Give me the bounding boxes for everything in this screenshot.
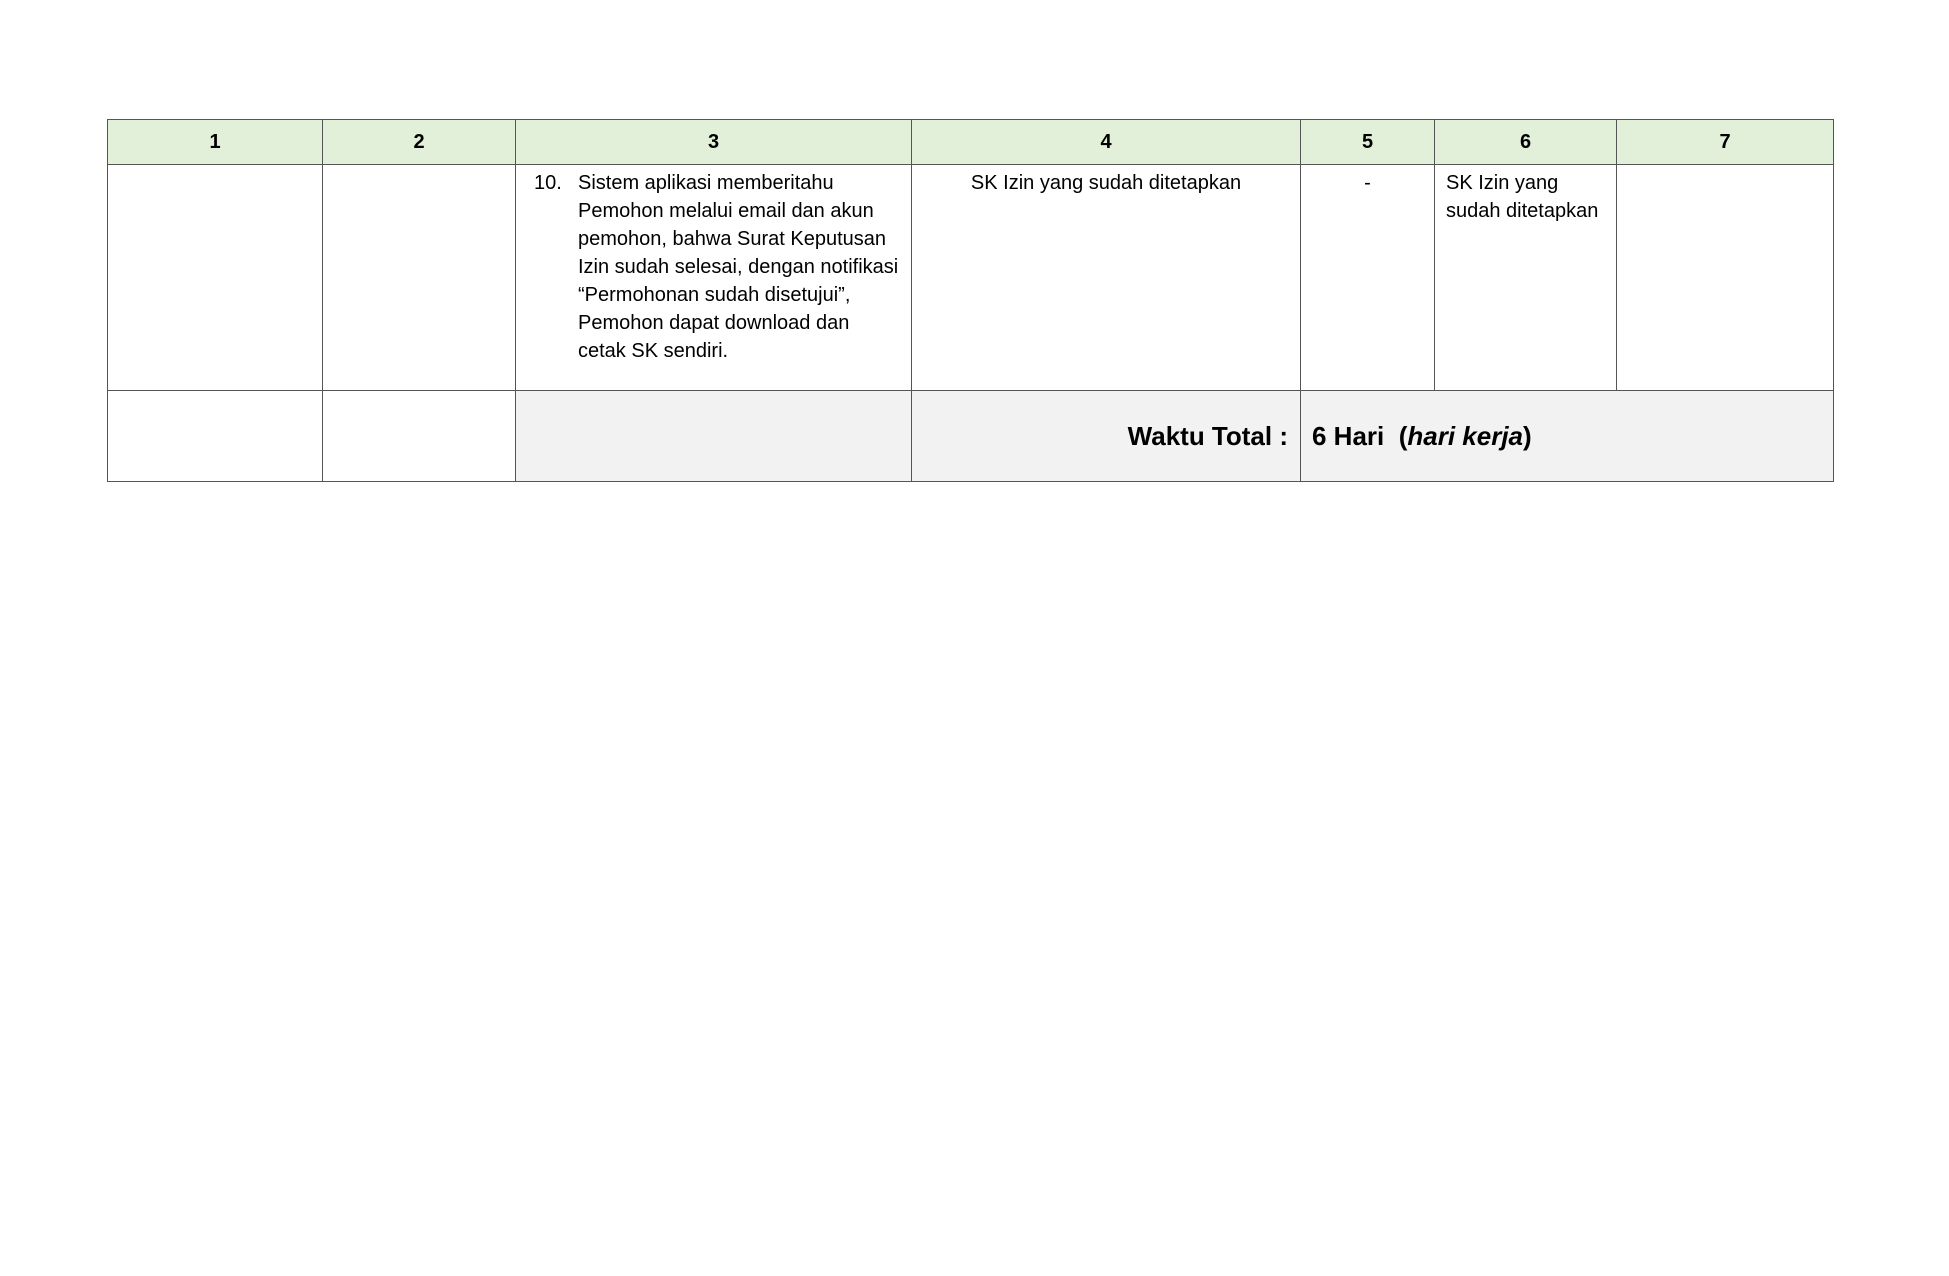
header-cell-5: 5 — [1301, 120, 1435, 165]
row-cell-4 — [912, 165, 1301, 391]
header-cell-4: 4 — [912, 120, 1301, 165]
total-row — [108, 391, 1834, 482]
row-cell-7 — [1617, 165, 1834, 391]
total-label-cell — [912, 391, 1301, 482]
time-text: - — [1364, 172, 1371, 194]
result-text: SK Izin yang sudah ditetapkan — [1446, 172, 1599, 222]
header-cell-3: 3 — [516, 120, 912, 165]
total-value-cell — [1301, 391, 1834, 482]
total-cell-1 — [108, 391, 323, 482]
table-row — [108, 165, 1834, 391]
header-cell-6: 6 — [1435, 120, 1617, 165]
row-cell-5 — [1301, 165, 1435, 391]
table-header-row — [108, 120, 1834, 165]
step-description: Sistem aplikasi memberitahu Pemohon melalui email dan akun pemohon, bahwa Surat Keputusan Izin sudah selesai, dengan notifikasi “Permohonan sudah disetujui”, Pemohon dapat download dan cetak SK sendiri. — [578, 172, 899, 362]
total-cell-3 — [516, 391, 912, 482]
total-label: Waktu Total : — [1127, 421, 1288, 451]
header-cell-7: 7 — [1617, 120, 1834, 165]
row-cell-1 — [108, 165, 323, 391]
header-cell-2: 2 — [323, 120, 516, 165]
procedure-table — [107, 119, 1834, 482]
total-value-suffix: ) — [1523, 421, 1532, 451]
total-value — [1301, 422, 1833, 450]
numbered-step — [516, 165, 911, 365]
output-text: SK Izin yang sudah ditetapkan — [970, 172, 1242, 194]
row-cell-3 — [516, 165, 912, 391]
row-cell-6 — [1435, 165, 1617, 391]
total-cell-2 — [323, 391, 516, 482]
total-value-prefix: 6 Hari ( — [1312, 421, 1408, 451]
row-cell-2 — [323, 165, 516, 391]
step-number: 10. — [534, 172, 562, 194]
total-value-italic: hari kerja — [1407, 421, 1524, 451]
header-cell-1: 1 — [108, 120, 323, 165]
